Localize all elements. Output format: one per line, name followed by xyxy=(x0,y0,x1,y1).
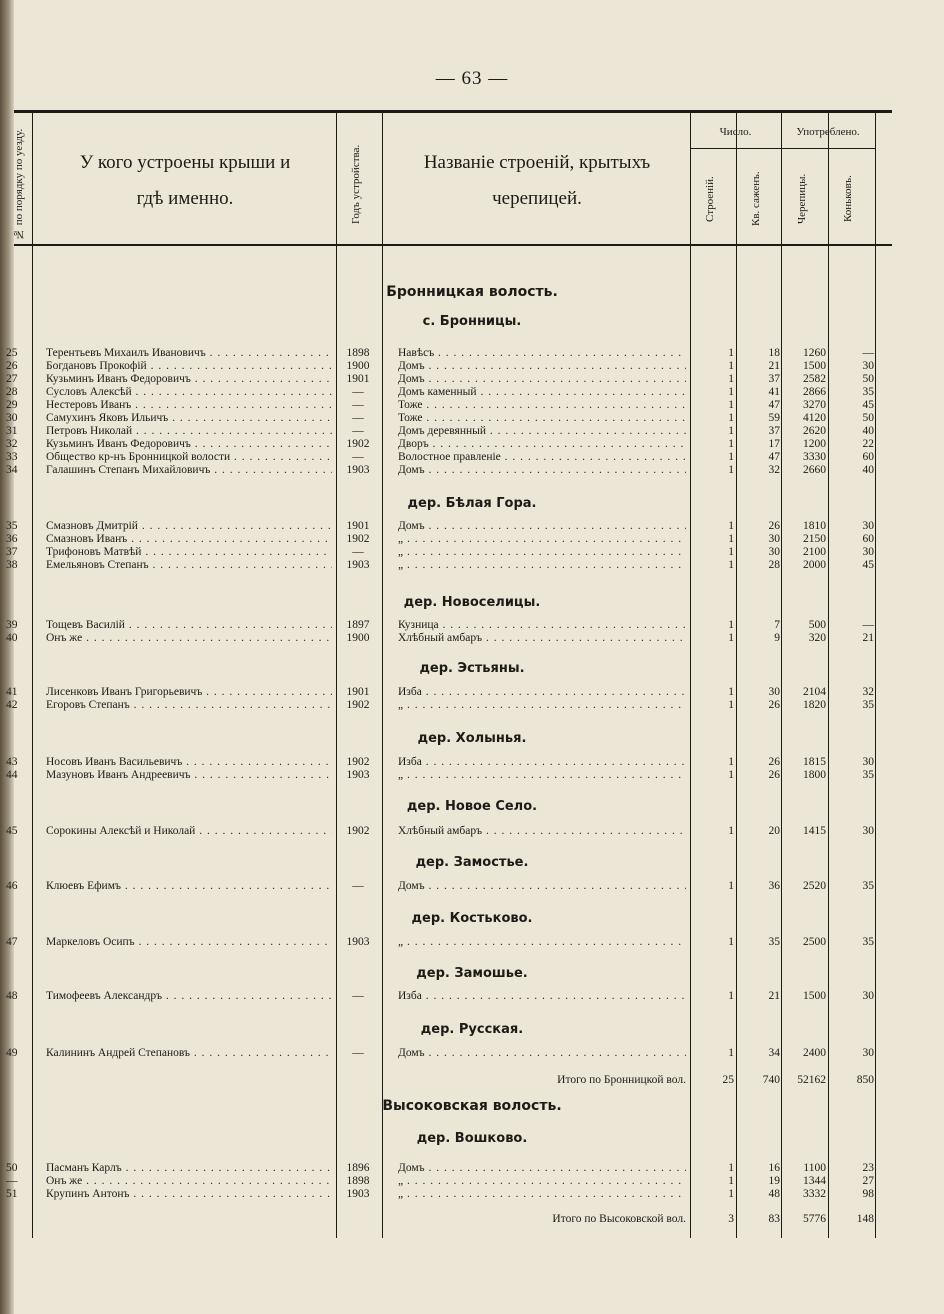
building-cell: „ . . . xyxy=(398,699,686,712)
sq-sazhen-cell: 41 xyxy=(768,386,780,398)
owner-cell: Кузьминъ Иванъ Федоровичъ . . . xyxy=(46,373,332,386)
sq-sazhen-cell: 30 xyxy=(768,546,780,558)
table-top-rule xyxy=(14,110,892,113)
owner-cell: Петровъ Николай . . . xyxy=(46,425,332,438)
table-row xyxy=(0,880,944,893)
table-row xyxy=(0,936,944,949)
owner-cell: Носовъ Иванъ Васильевичъ . . . xyxy=(46,756,332,769)
row-number: 49 xyxy=(6,1047,18,1059)
owner-cell: Мазуновъ Иванъ Андреевичъ . . . xyxy=(46,769,332,782)
ridge-cell: 45 xyxy=(862,399,874,411)
year-cell: 1902 xyxy=(346,825,370,837)
year-cell: 1900 xyxy=(346,360,370,372)
buildings-count-cell: 1 xyxy=(728,399,734,411)
table-row xyxy=(0,825,944,838)
village-heading: дер. Костьково. xyxy=(411,911,533,926)
village-heading: с. Бронницы. xyxy=(422,314,522,329)
row-number: 39 xyxy=(6,619,18,631)
village-heading: дер. Бѣлая Гора. xyxy=(407,496,537,511)
row-number: 44 xyxy=(6,769,18,781)
row-number: 29 xyxy=(6,399,18,411)
owner-cell: Самухинъ Яковъ Ильичъ . . . xyxy=(46,412,332,425)
buildings-count-cell: 1 xyxy=(728,756,734,768)
year-cell: 1901 xyxy=(346,686,370,698)
building-cell: Домъ . . . xyxy=(398,373,686,386)
building-cell: „ . . . xyxy=(398,1175,686,1188)
building-cell: Тоже . . . xyxy=(398,399,686,412)
table-row xyxy=(0,373,944,386)
building-cell: Домъ . . . xyxy=(398,1047,686,1060)
building-cell: Хлѣбный амбаръ . . . xyxy=(398,825,686,838)
tiles-cell: 320 xyxy=(808,632,826,644)
building-cell: Домъ . . . xyxy=(398,520,686,533)
row-number: 48 xyxy=(6,990,18,1002)
sq-sazhen-cell: 16 xyxy=(768,1162,780,1174)
row-number: 32 xyxy=(6,438,18,450)
building-cell: Изба . . . xyxy=(398,686,686,699)
sq-sazhen-cell: 21 xyxy=(768,360,780,372)
buildings-count-cell: 1 xyxy=(728,373,734,385)
table-row xyxy=(0,632,944,645)
tiles-cell: 1344 xyxy=(803,1175,826,1187)
header-buildings: Строеній. xyxy=(704,176,716,222)
table-row xyxy=(0,686,944,699)
year-cell: 1902 xyxy=(346,699,370,711)
buildings-count-cell: 1 xyxy=(728,936,734,948)
row-number: 30 xyxy=(6,412,18,424)
sq-sazhen-cell: 47 xyxy=(768,451,780,463)
owner-cell: Терентьевъ Михаилъ Ивановичъ . . . xyxy=(46,347,332,360)
table-row xyxy=(0,546,944,559)
header-used-group: Употреблено. xyxy=(796,126,860,138)
ridge-cell: 35 xyxy=(862,386,874,398)
tiles-cell: 1820 xyxy=(803,699,826,711)
ridge-cell: 30 xyxy=(862,546,874,558)
tiles-cell: 3330 xyxy=(803,451,826,463)
header-tiles: Черепицы. xyxy=(796,173,808,225)
year-cell: 1898 xyxy=(346,1175,370,1187)
row-number: 38 xyxy=(6,559,18,571)
buildings-count-cell: 1 xyxy=(728,1175,734,1187)
buildings-count-cell: 1 xyxy=(728,699,734,711)
sq-sazhen-cell: 7 xyxy=(774,619,780,631)
building-cell: „ . . . xyxy=(398,546,686,559)
building-cell: Домъ каменный . . . xyxy=(398,386,686,399)
total-ridge: 148 xyxy=(856,1213,874,1225)
ridge-cell: 30 xyxy=(862,825,874,837)
owner-cell: Галашинъ Степанъ Михайловичъ . . . xyxy=(46,464,332,477)
tiles-cell: 1200 xyxy=(803,438,826,450)
tiles-cell: 1260 xyxy=(803,347,826,359)
total-label: Итого по Высоковской вол. xyxy=(552,1213,686,1225)
buildings-count-cell: 1 xyxy=(728,412,734,424)
table-row xyxy=(0,1175,944,1188)
sq-sazhen-cell: 32 xyxy=(768,464,780,476)
buildings-count-cell: 1 xyxy=(728,1047,734,1059)
year-cell: — xyxy=(352,399,364,411)
village-heading: дер. Холынья. xyxy=(417,731,527,746)
owner-cell: Нестеровъ Иванъ . . . xyxy=(46,399,332,412)
tiles-cell: 2100 xyxy=(803,546,826,558)
year-cell: — xyxy=(352,451,364,463)
year-cell: — xyxy=(352,546,364,558)
village-heading: дер. Новоселицы. xyxy=(403,595,541,610)
building-cell: Навѣсъ . . . xyxy=(398,347,686,360)
tiles-cell: 2520 xyxy=(803,880,826,892)
ridge-cell: 50 xyxy=(862,373,874,385)
year-cell: 1902 xyxy=(346,756,370,768)
total-label: Итого по Бронницкой вол. xyxy=(557,1074,686,1086)
header-building-2: черепицей. xyxy=(492,188,582,209)
owner-cell: Тимофеевъ Александръ . . . xyxy=(46,990,332,1003)
ridge-cell: 35 xyxy=(862,936,874,948)
sq-sazhen-cell: 30 xyxy=(768,533,780,545)
total-sq-sazhen: 740 xyxy=(762,1074,780,1086)
row-number: 26 xyxy=(6,360,18,372)
ridge-cell: 60 xyxy=(862,451,874,463)
year-cell: — xyxy=(352,880,364,892)
row-number: 35 xyxy=(6,520,18,532)
table-row xyxy=(0,438,944,451)
row-number: 50 xyxy=(6,1162,18,1174)
table-row xyxy=(0,1047,944,1060)
tiles-cell: 2104 xyxy=(803,686,826,698)
table-row xyxy=(0,990,944,1003)
building-cell: „ . . . xyxy=(398,769,686,782)
building-cell: Домъ . . . xyxy=(398,880,686,893)
ridge-cell: 27 xyxy=(862,1175,874,1187)
sq-sazhen-cell: 20 xyxy=(768,825,780,837)
tiles-cell: 1500 xyxy=(803,990,826,1002)
tiles-cell: 1415 xyxy=(803,825,826,837)
buildings-count-cell: 1 xyxy=(728,990,734,1002)
ridge-cell: 40 xyxy=(862,425,874,437)
row-number: 34 xyxy=(6,464,18,476)
tiles-cell: 3270 xyxy=(803,399,826,411)
tiles-cell: 1810 xyxy=(803,520,826,532)
header-ridge: Коньковъ. xyxy=(842,175,854,223)
tiles-cell: 1800 xyxy=(803,769,826,781)
ridge-cell: 30 xyxy=(862,756,874,768)
book-spine-shadow xyxy=(0,0,14,1314)
owner-cell: Лисенковъ Иванъ Григорьевичъ . . . xyxy=(46,686,332,699)
buildings-count-cell: 1 xyxy=(728,619,734,631)
total-buildings: 3 xyxy=(728,1213,734,1225)
table-row xyxy=(0,699,944,712)
page-number: — 63 — xyxy=(435,68,509,89)
year-cell: 1903 xyxy=(346,769,370,781)
header-owner-1: У кого устроены крыши и xyxy=(79,152,291,173)
ridge-cell: 35 xyxy=(862,699,874,711)
year-cell: 1903 xyxy=(346,559,370,571)
buildings-count-cell: 1 xyxy=(728,769,734,781)
buildings-count-cell: 1 xyxy=(728,559,734,571)
year-cell: 1896 xyxy=(346,1162,370,1174)
tiles-cell: 2150 xyxy=(803,533,826,545)
row-number: 40 xyxy=(6,632,18,644)
tiles-cell: 1815 xyxy=(803,756,826,768)
row-number: 51 xyxy=(6,1188,18,1200)
building-cell: Домъ деревянный . . . xyxy=(398,425,686,438)
ridge-cell: 40 xyxy=(862,464,874,476)
owner-cell: Калининъ Андрей Степановъ . . . xyxy=(46,1047,332,1060)
total-row xyxy=(0,1073,944,1087)
ridge-cell: 45 xyxy=(862,559,874,571)
ridge-cell: — xyxy=(862,619,874,631)
village-heading: дер. Русская. xyxy=(420,1022,524,1037)
table-row xyxy=(0,425,944,438)
table-row xyxy=(0,360,944,373)
building-cell: Домъ . . . xyxy=(398,1162,686,1175)
sq-sazhen-cell: 36 xyxy=(768,880,780,892)
village-heading: дер. Замошье. xyxy=(416,966,528,981)
owner-cell: Онъ же . . . xyxy=(46,632,332,645)
row-number: 28 xyxy=(6,386,18,398)
year-cell: — xyxy=(352,386,364,398)
table-row xyxy=(0,386,944,399)
tiles-cell: 2000 xyxy=(803,559,826,571)
ridge-cell: 32 xyxy=(862,686,874,698)
owner-cell: Трифоновъ Матвѣй . . . xyxy=(46,546,332,559)
ridge-cell: 22 xyxy=(862,438,874,450)
sq-sazhen-cell: 26 xyxy=(768,769,780,781)
buildings-count-cell: 1 xyxy=(728,438,734,450)
table-row xyxy=(0,533,944,546)
table-row xyxy=(0,464,944,477)
owner-cell: Смазновъ Иванъ . . . xyxy=(46,533,332,546)
ridge-cell: 35 xyxy=(862,769,874,781)
tiles-cell: 500 xyxy=(808,619,826,631)
year-cell: 1903 xyxy=(346,464,370,476)
year-cell: 1902 xyxy=(346,533,370,545)
volost-heading: Бронницкая волость. xyxy=(386,284,558,300)
tiles-cell: 2400 xyxy=(803,1047,826,1059)
building-cell: Волостное правленіе . . . xyxy=(398,451,686,464)
year-cell: 1901 xyxy=(346,373,370,385)
buildings-count-cell: 1 xyxy=(728,464,734,476)
buildings-count-cell: 1 xyxy=(728,425,734,437)
header-building-1: Названіе строеній, крытыхъ xyxy=(423,152,651,173)
sq-sazhen-cell: 28 xyxy=(768,559,780,571)
building-cell: „ . . . xyxy=(398,559,686,572)
row-number: 42 xyxy=(6,699,18,711)
volost-heading: Высоковская волость. xyxy=(382,1098,562,1114)
tiles-cell: 2582 xyxy=(803,373,826,385)
table-row xyxy=(0,769,944,782)
owner-cell: Сорокины Алексѣй и Николай . . . xyxy=(46,825,332,838)
total-tiles: 5776 xyxy=(803,1213,826,1225)
year-cell: 1903 xyxy=(346,936,370,948)
buildings-count-cell: 1 xyxy=(728,386,734,398)
year-cell: — xyxy=(352,1047,364,1059)
year-cell: — xyxy=(352,425,364,437)
total-sq-sazhen: 83 xyxy=(768,1213,780,1225)
table-row xyxy=(0,559,944,572)
owner-cell: Клюевъ Ефимъ . . . xyxy=(46,880,332,893)
year-cell: 1898 xyxy=(346,347,370,359)
header-year: Годъ устройства. xyxy=(350,144,362,224)
building-cell: Изба . . . xyxy=(398,990,686,1003)
row-number: 47 xyxy=(6,936,18,948)
sq-sazhen-cell: 26 xyxy=(768,756,780,768)
row-number: 33 xyxy=(6,451,18,463)
owner-cell: Общество кр-нъ Бронницкой волости . . . xyxy=(46,451,332,464)
table-row xyxy=(0,1162,944,1175)
sq-sazhen-cell: 30 xyxy=(768,686,780,698)
ridge-cell: 23 xyxy=(862,1162,874,1174)
table-row xyxy=(0,756,944,769)
owner-cell: Онъ же . . . xyxy=(46,1175,332,1188)
ridge-cell: 30 xyxy=(862,990,874,1002)
sq-sazhen-cell: 34 xyxy=(768,1047,780,1059)
owner-cell: Смазновъ Дмитрій . . . xyxy=(46,520,332,533)
building-cell: Домъ . . . xyxy=(398,464,686,477)
owner-cell: Крупинъ Антонъ . . . xyxy=(46,1188,332,1201)
ridge-cell: 30 xyxy=(862,520,874,532)
ridge-cell: 98 xyxy=(862,1188,874,1200)
total-tiles: 52162 xyxy=(797,1074,826,1086)
sq-sazhen-cell: 47 xyxy=(768,399,780,411)
header-number-group: Число. xyxy=(719,126,752,138)
village-heading: дер. Новое Село. xyxy=(406,799,538,814)
ridge-cell: 30 xyxy=(862,1047,874,1059)
row-number: 46 xyxy=(6,880,18,892)
tiles-cell: 1500 xyxy=(803,360,826,372)
sq-sazhen-cell: 21 xyxy=(768,990,780,1002)
sq-sazhen-cell: 37 xyxy=(768,373,780,385)
tiles-cell: 2866 xyxy=(803,386,826,398)
row-number: 43 xyxy=(6,756,18,768)
sq-sazhen-cell: 26 xyxy=(768,699,780,711)
owner-cell: Пасманъ Карлъ . . . xyxy=(46,1162,332,1175)
owner-cell: Сусловъ Алексѣй . . . xyxy=(46,386,332,399)
tiles-cell: 2620 xyxy=(803,425,826,437)
owner-cell: Богдановъ Прокофій . . . xyxy=(46,360,332,373)
building-cell: Домъ . . . xyxy=(398,360,686,373)
owner-cell: Егоровъ Степанъ . . . xyxy=(46,699,332,712)
table-row xyxy=(0,1188,944,1201)
header-bottom-rule xyxy=(14,244,892,246)
table-row xyxy=(0,520,944,533)
sq-sazhen-cell: 59 xyxy=(768,412,780,424)
buildings-count-cell: 1 xyxy=(728,632,734,644)
table-row xyxy=(0,399,944,412)
village-heading: дер. Вошково. xyxy=(416,1131,528,1146)
owner-cell: Тощевъ Василій . . . xyxy=(46,619,332,632)
village-heading: дер. Замостье. xyxy=(415,855,529,870)
ridge-cell: 21 xyxy=(862,632,874,644)
total-row xyxy=(0,1212,944,1226)
total-ridge: 850 xyxy=(856,1074,874,1086)
village-heading: дер. Эстьяны. xyxy=(419,661,525,676)
ridge-cell: 50 xyxy=(862,412,874,424)
sq-sazhen-cell: 17 xyxy=(768,438,780,450)
owner-cell: Кузьминъ Иванъ Федоровичъ . . . xyxy=(46,438,332,451)
header-num: № по порядку по уезду. xyxy=(13,128,25,240)
table-row xyxy=(0,412,944,425)
building-cell: Хлѣбный амбаръ . . . xyxy=(398,632,686,645)
sq-sazhen-cell: 26 xyxy=(768,520,780,532)
buildings-count-cell: 1 xyxy=(728,1188,734,1200)
sq-sazhen-cell: 48 xyxy=(768,1188,780,1200)
table-row xyxy=(0,347,944,360)
year-cell: 1903 xyxy=(346,1188,370,1200)
building-cell: „ . . . xyxy=(398,936,686,949)
row-number: 41 xyxy=(6,686,18,698)
total-buildings: 25 xyxy=(722,1074,734,1086)
tiles-cell: 1100 xyxy=(803,1162,826,1174)
ridge-cell: 30 xyxy=(862,360,874,372)
year-cell: — xyxy=(352,412,364,424)
sq-sazhen-cell: 37 xyxy=(768,425,780,437)
buildings-count-cell: 1 xyxy=(728,520,734,532)
building-cell: „ . . . xyxy=(398,533,686,546)
year-cell: 1897 xyxy=(346,619,370,631)
sq-sazhen-cell: 19 xyxy=(768,1175,780,1187)
buildings-count-cell: 1 xyxy=(728,533,734,545)
buildings-count-cell: 1 xyxy=(728,825,734,837)
row-number: 36 xyxy=(6,533,18,545)
buildings-count-cell: 1 xyxy=(728,360,734,372)
owner-cell: Емельяновъ Степанъ . . . xyxy=(46,559,332,572)
building-cell: Дворъ . . . xyxy=(398,438,686,451)
header-sq-sazhen: Кв. саженъ. xyxy=(750,171,762,227)
year-cell: 1900 xyxy=(346,632,370,644)
buildings-count-cell: 1 xyxy=(728,1162,734,1174)
tiles-cell: 3332 xyxy=(803,1188,826,1200)
buildings-count-cell: 1 xyxy=(728,451,734,463)
buildings-count-cell: 1 xyxy=(728,686,734,698)
tiles-cell: 2660 xyxy=(803,464,826,476)
building-cell: Тоже . . . xyxy=(398,412,686,425)
ridge-cell: 60 xyxy=(862,533,874,545)
row-number: 45 xyxy=(6,825,18,837)
ridge-cell: — xyxy=(862,347,874,359)
sq-sazhen-cell: 9 xyxy=(774,632,780,644)
table-row xyxy=(0,451,944,464)
header-group-rule xyxy=(690,148,875,149)
row-number: 27 xyxy=(6,373,18,385)
year-cell: — xyxy=(352,990,364,1002)
owner-cell: Маркеловъ Осипъ . . . xyxy=(46,936,332,949)
row-number: 37 xyxy=(6,546,18,558)
buildings-count-cell: 1 xyxy=(728,347,734,359)
row-number: 31 xyxy=(6,425,18,437)
ridge-cell: 35 xyxy=(862,880,874,892)
row-number: — xyxy=(6,1175,18,1187)
year-cell: 1901 xyxy=(346,520,370,532)
row-number: 25 xyxy=(6,347,18,359)
buildings-count-cell: 1 xyxy=(728,546,734,558)
header-owner-2: гдѣ именно. xyxy=(136,188,234,209)
buildings-count-cell: 1 xyxy=(728,880,734,892)
building-cell: Кузница . . . xyxy=(398,619,686,632)
tiles-cell: 4120 xyxy=(803,412,826,424)
building-cell: „ . . . xyxy=(398,1188,686,1201)
year-cell: 1902 xyxy=(346,438,370,450)
building-cell: Изба . . . xyxy=(398,756,686,769)
sq-sazhen-cell: 35 xyxy=(768,936,780,948)
sq-sazhen-cell: 18 xyxy=(768,347,780,359)
table-row xyxy=(0,619,944,632)
tiles-cell: 2500 xyxy=(803,936,826,948)
